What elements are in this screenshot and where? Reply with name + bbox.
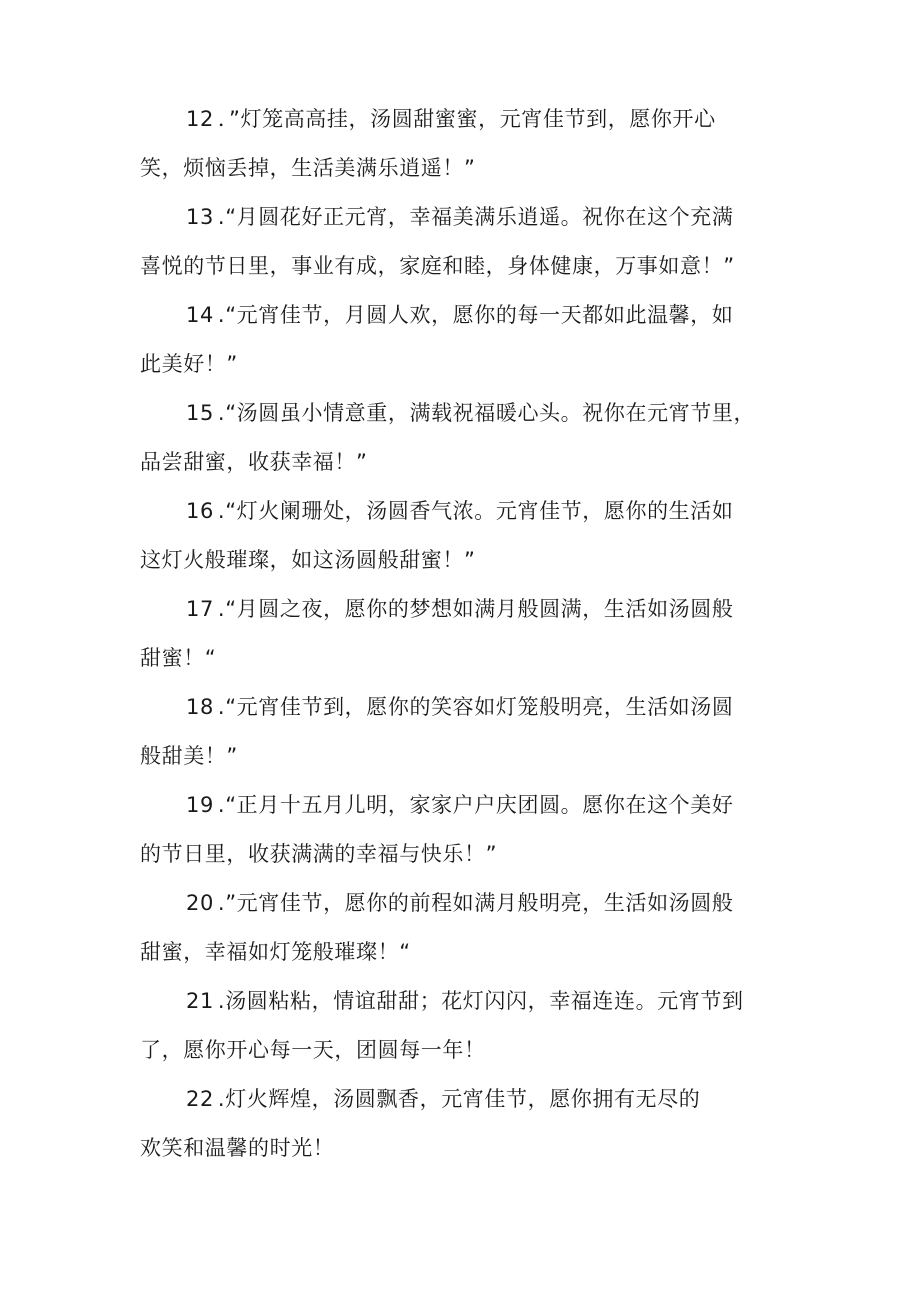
item-first-line [140,683,785,732]
item-text-line-2: 这灯火般璀璨，如这汤圆般甜蜜！” [140,548,476,572]
item-text-line-2: 喜悦的节日里，事业有成，家庭和睦，身体健康，万事如意！” [140,254,735,278]
item-text-line-1: .灯火辉煌，汤圆飘香，元宵佳节，愿你拥有无尽的 [217,1087,701,1111]
item-number: 13 [186,205,214,229]
list-item [140,291,785,389]
item-text-line-2: 甜蜜，幸福如灯笼般璀璨！“ [140,940,411,964]
item-first-line [140,781,785,830]
item-text-line-2: 此美好！” [140,352,238,376]
item-text-line-2: 般甜美！” [140,744,238,768]
item-first-line [140,879,785,928]
item-number: 14 [186,303,214,327]
item-text-line-1: .“汤圆虽小情意重，满载祝福暖心头。祝你在元宵节里， [217,401,756,425]
item-first-line [140,487,785,536]
list-item [140,193,785,291]
item-first-line [140,193,785,242]
item-number: 21 [186,989,214,1013]
item-text-line-1: .“元宵佳节到，愿你的笑容如灯笼般明亮，生活如汤圆 [217,695,734,719]
item-text-line-2: 品尝甜蜜，收获幸福！” [140,450,368,474]
item-text-line-1: .“月圆花好正元宵，幸福美满乐逍遥。祝你在这个充满 [217,205,734,229]
item-first-line [140,1075,785,1124]
item-text-line-1: .“元宵佳节，月圆人欢，愿你的每一天都如此温馨，如 [217,303,734,327]
item-text-line-2: 甜蜜！“ [140,646,217,670]
list-item [140,781,785,879]
item-number: 12 [186,107,214,131]
item-text-line-2: 的节日里，收获满满的幸福与快乐！” [140,842,498,866]
item-text-line-1: .“灯火阑珊处，汤圆香气浓。元宵佳节，愿你的生活如 [217,499,734,523]
item-text-line-1: .“正月十五月儿明，家家户户庆团圆。愿你在这个美好 [217,793,734,817]
item-text-line-1: ．”灯笼高高挂，汤圆甜蜜蜜，元宵佳节到，愿你开心 [217,107,716,131]
item-first-line [140,291,785,340]
item-first-line [140,389,785,438]
list-item [140,487,785,585]
item-number: 16 [186,499,214,523]
item-number: 20 [186,891,214,915]
list-item [140,585,785,683]
greetings-list [140,95,785,1173]
item-first-line [140,977,785,1026]
list-item [140,389,785,487]
item-number: 17 [186,597,214,621]
item-number: 19 [186,793,214,817]
item-first-line [140,95,785,144]
item-text-line-1: .汤圆粘粘，情谊甜甜；花灯闪闪，幸福连连。元宵节到 [217,989,744,1013]
list-item [140,977,785,1075]
list-item [140,95,785,193]
item-number: 15 [186,401,214,425]
list-item [140,683,785,781]
item-text-line-2: 笑，烦恼丢掉，生活美满乐逍遥！” [140,156,476,180]
item-text-line-2: 欢笑和温馨的时光！ [140,1136,335,1160]
item-first-line [140,585,785,634]
list-item [140,1075,785,1173]
item-text-line-1: .”元宵佳节，愿你的前程如满月般明亮，生活如汤圆般 [217,891,734,915]
item-number: 22 [186,1087,214,1111]
item-text-line-1: .“月圆之夜，愿你的梦想如满月般圆满，生活如汤圆般 [217,597,734,621]
item-number: 18 [186,695,214,719]
item-text-line-2: 了，愿你开心每一天，团圆每一年！ [140,1038,486,1062]
list-item [140,879,785,977]
